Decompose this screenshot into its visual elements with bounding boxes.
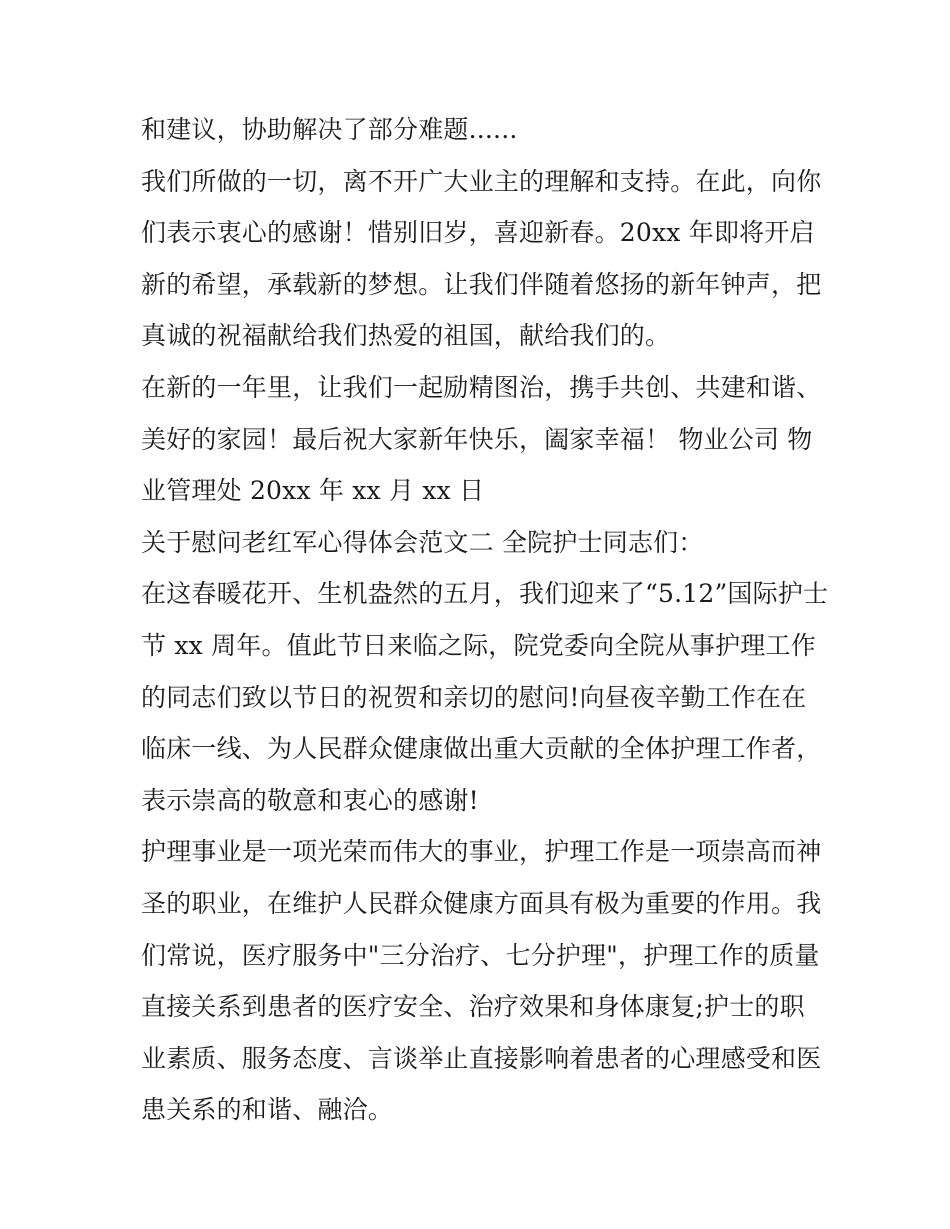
text-line: 美好的家园！最后祝大家新年快乐，阖家幸福！ 物业公司 物: [141, 424, 813, 454]
text-line: 圣的职业，在维护人民群众健康方面具有极为重要的作用。我: [141, 888, 822, 918]
text-line: 业素质、服务态度、言谈举止直接影响着患者的心理感受和医: [141, 1043, 822, 1073]
text-line: 我们所做的一切，离不开广大业主的理解和支持。在此，向你: [141, 166, 822, 196]
text-line: 护理事业是一项光荣而伟大的事业，护理工作是一项崇高而神: [141, 837, 822, 867]
text-line: 业管理处 20xx 年 xx 月 xx 日: [141, 476, 485, 506]
text-line: 表示崇高的敬意和衷心的感谢!: [141, 785, 479, 815]
text-line: 和建议，协助解决了部分难题......: [141, 115, 518, 144]
text-line: 新的希望，承载新的梦想。让我们伴随着悠扬的新年钟声，把: [141, 269, 822, 299]
text-line: 临床一线、为人民群众健康做出重大贡献的全体护理工作者，: [141, 734, 822, 764]
text-line: 们常说，医疗服务中"三分治疗、七分护理"，护理工作的质量: [141, 940, 820, 970]
text-line: 的同志们致以节日的祝贺和亲切的慰问!向昼夜辛勤工作在在: [141, 682, 807, 712]
text-line: 在新的一年里，让我们一起励精图治，携手共创、共建和谐、: [141, 372, 822, 402]
text-line: 真诚的祝福献给我们热爱的祖国，献给我们的。: [141, 321, 671, 351]
text-line: 节 xx 周年。值此节日来临之际，院党委向全院从事护理工作: [141, 630, 816, 660]
text-line: 直接关系到患者的医疗安全、治疗效果和身体康复;护士的职: [141, 992, 805, 1022]
section-heading-line: 关于慰问老红军心得体会范文二 全院护士同志们：: [141, 527, 704, 557]
document-body: [141, 111, 829, 1143]
text-line: 患关系的和谐、融洽。: [141, 1095, 394, 1125]
text-line: 们表示衷心的感谢！惜别旧岁，喜迎新春。20xx 年即将开启: [141, 218, 815, 248]
text-line: 在这春暖花开、生机盎然的五月，我们迎来了“5.12”国际护士: [141, 579, 829, 609]
